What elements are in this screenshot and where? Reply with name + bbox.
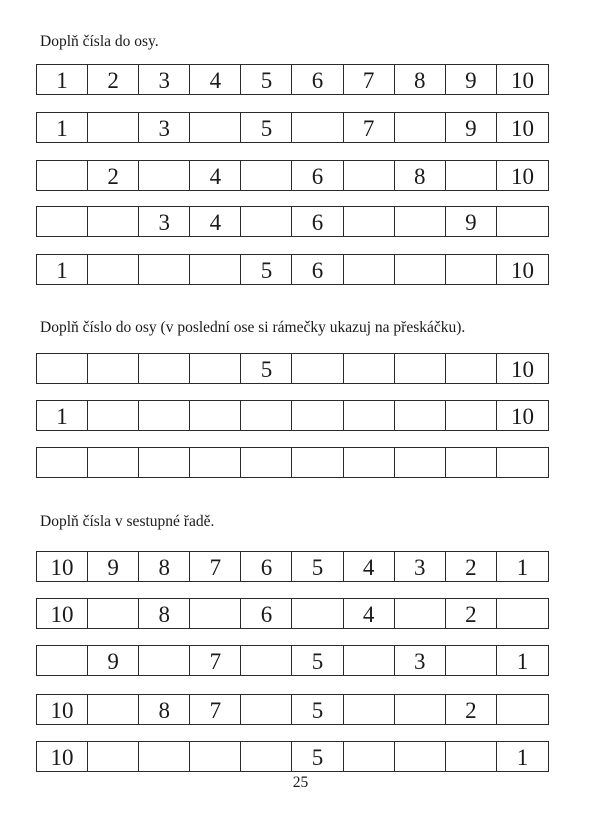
number-cell: [497, 207, 548, 236]
number-cell: [139, 255, 190, 284]
number-cell: [241, 161, 292, 190]
number-cell: [88, 695, 139, 724]
number-cell: 3: [395, 552, 446, 581]
number-cell: [446, 742, 497, 771]
number-cell: [497, 599, 548, 628]
number-cell: [241, 401, 292, 430]
number-cell: 5: [241, 113, 292, 142]
number-cell: 10: [510, 404, 534, 429]
number-cell: 7: [190, 646, 241, 675]
number-cell: 5: [292, 742, 343, 771]
number-cell: [395, 255, 446, 284]
number-cell: [446, 255, 497, 284]
number-axis-row: [36, 112, 549, 143]
number-cell: [139, 354, 190, 383]
number-cell: [88, 401, 139, 430]
number-axis-row: [36, 447, 549, 478]
number-cell: [344, 695, 395, 724]
number-cell: [190, 255, 241, 284]
number-cell: 5: [241, 255, 292, 284]
number-cell: [88, 599, 139, 628]
number-cell: 9: [446, 65, 497, 94]
number-cell: [88, 742, 139, 771]
number-cell: [497, 695, 548, 724]
number-axis-row: [36, 400, 549, 431]
instruction-fill-axis: Doplň čísla do osy.: [40, 33, 159, 50]
number-axis-row: [36, 64, 549, 95]
number-cell: 9: [446, 113, 497, 142]
number-axis-row: [36, 160, 549, 191]
number-cell: [88, 354, 139, 383]
number-cell: 10: [510, 116, 534, 141]
number-cell: [395, 401, 446, 430]
number-cell: [446, 354, 497, 383]
page-number: 25: [292, 774, 309, 791]
number-cell: 6: [292, 65, 343, 94]
number-cell: 5: [292, 695, 343, 724]
number-cell: 4: [344, 599, 395, 628]
number-cell: [446, 401, 497, 430]
number-cell: [395, 207, 446, 236]
number-cell: 8: [139, 599, 190, 628]
number-cell: [37, 354, 88, 383]
number-cell: [190, 448, 241, 477]
number-axis-row: [36, 741, 549, 772]
number-cell: 5: [241, 65, 292, 94]
number-cell: [190, 599, 241, 628]
number-cell: 1: [37, 65, 88, 94]
number-cell: [190, 401, 241, 430]
number-cell: 1: [516, 555, 529, 580]
number-cell: [344, 401, 395, 430]
number-cell: [241, 742, 292, 771]
number-cell: [292, 401, 343, 430]
number-cell: [139, 742, 190, 771]
instruction-descending: Doplň čísla v sestupné řadě.: [40, 513, 215, 530]
number-axis-row: [36, 206, 549, 237]
number-cell: [344, 354, 395, 383]
instruction-fill-number: Doplň číslo do osy (v poslední ose si rámečky ukazuj na přeskáčku).: [40, 319, 466, 336]
number-cell: 8: [139, 695, 190, 724]
number-cell: [446, 646, 497, 675]
number-cell: [37, 646, 88, 675]
number-cell: 7: [190, 695, 241, 724]
number-cell: 6: [292, 161, 343, 190]
number-cell: 1: [516, 745, 529, 770]
number-cell: [88, 255, 139, 284]
number-cell: 1: [37, 113, 88, 142]
number-cell: [344, 255, 395, 284]
number-axis-row: [36, 694, 549, 725]
number-cell: 10: [510, 164, 534, 189]
number-cell: [292, 354, 343, 383]
number-cell: 5: [292, 646, 343, 675]
number-cell: [241, 646, 292, 675]
number-cell: [344, 207, 395, 236]
number-axis-row: [36, 254, 549, 285]
number-cell: [190, 742, 241, 771]
number-cell: 6: [241, 552, 292, 581]
number-cell: [446, 448, 497, 477]
number-cell: 9: [88, 646, 139, 675]
number-cell: [395, 599, 446, 628]
number-cell: 6: [241, 599, 292, 628]
number-cell: [241, 448, 292, 477]
number-cell: 2: [446, 695, 497, 724]
number-cell: [395, 354, 446, 383]
number-cell: 1: [37, 255, 88, 284]
number-cell: [37, 448, 88, 477]
number-cell: [190, 113, 241, 142]
number-cell: 3: [395, 646, 446, 675]
number-cell: 2: [446, 552, 497, 581]
number-cell: 8: [395, 65, 446, 94]
number-cell: 10: [37, 742, 88, 771]
number-cell: 10: [37, 552, 88, 581]
number-cell: 6: [292, 207, 343, 236]
number-cell: 2: [88, 161, 139, 190]
number-cell: [344, 161, 395, 190]
number-cell: [139, 646, 190, 675]
number-cell: 3: [139, 207, 190, 236]
number-axis-row: [36, 353, 549, 384]
number-cell: [292, 448, 343, 477]
number-cell: 5: [241, 354, 292, 383]
number-cell: 7: [344, 65, 395, 94]
number-cell: [497, 448, 548, 477]
number-cell: [190, 354, 241, 383]
number-cell: 10: [510, 68, 534, 93]
number-cell: [88, 207, 139, 236]
number-cell: [344, 646, 395, 675]
number-cell: [292, 113, 343, 142]
number-cell: 4: [344, 552, 395, 581]
number-cell: 10: [37, 599, 88, 628]
number-cell: [344, 448, 395, 477]
number-cell: 9: [446, 207, 497, 236]
number-cell: 4: [190, 65, 241, 94]
number-cell: 6: [292, 255, 343, 284]
number-cell: 3: [139, 113, 190, 142]
number-cell: [446, 161, 497, 190]
number-cell: 10: [510, 357, 534, 382]
number-cell: [37, 161, 88, 190]
number-cell: [344, 742, 395, 771]
number-cell: [88, 113, 139, 142]
number-cell: 7: [190, 552, 241, 581]
number-cell: 2: [88, 65, 139, 94]
number-cell: 4: [190, 207, 241, 236]
number-cell: 5: [292, 552, 343, 581]
number-cell: [37, 207, 88, 236]
number-cell: [139, 448, 190, 477]
number-cell: [395, 742, 446, 771]
number-axis-row: [36, 645, 549, 676]
number-cell: 2: [446, 599, 497, 628]
number-cell: 8: [139, 552, 190, 581]
number-cell: 9: [88, 552, 139, 581]
number-axis-row: [36, 598, 549, 629]
number-cell: [395, 695, 446, 724]
number-cell: [139, 401, 190, 430]
number-cell: [88, 448, 139, 477]
number-cell: [395, 448, 446, 477]
number-cell: 10: [37, 695, 88, 724]
number-cell: [292, 599, 343, 628]
number-cell: [395, 113, 446, 142]
number-cell: 7: [344, 113, 395, 142]
number-cell: 4: [190, 161, 241, 190]
number-cell: 10: [510, 258, 534, 283]
number-cell: [241, 207, 292, 236]
number-cell: 1: [516, 649, 529, 674]
number-cell: 1: [37, 401, 88, 430]
number-cell: [241, 695, 292, 724]
number-cell: 8: [395, 161, 446, 190]
number-cell: 3: [139, 65, 190, 94]
number-cell: [139, 161, 190, 190]
number-axis-row: [36, 551, 549, 582]
